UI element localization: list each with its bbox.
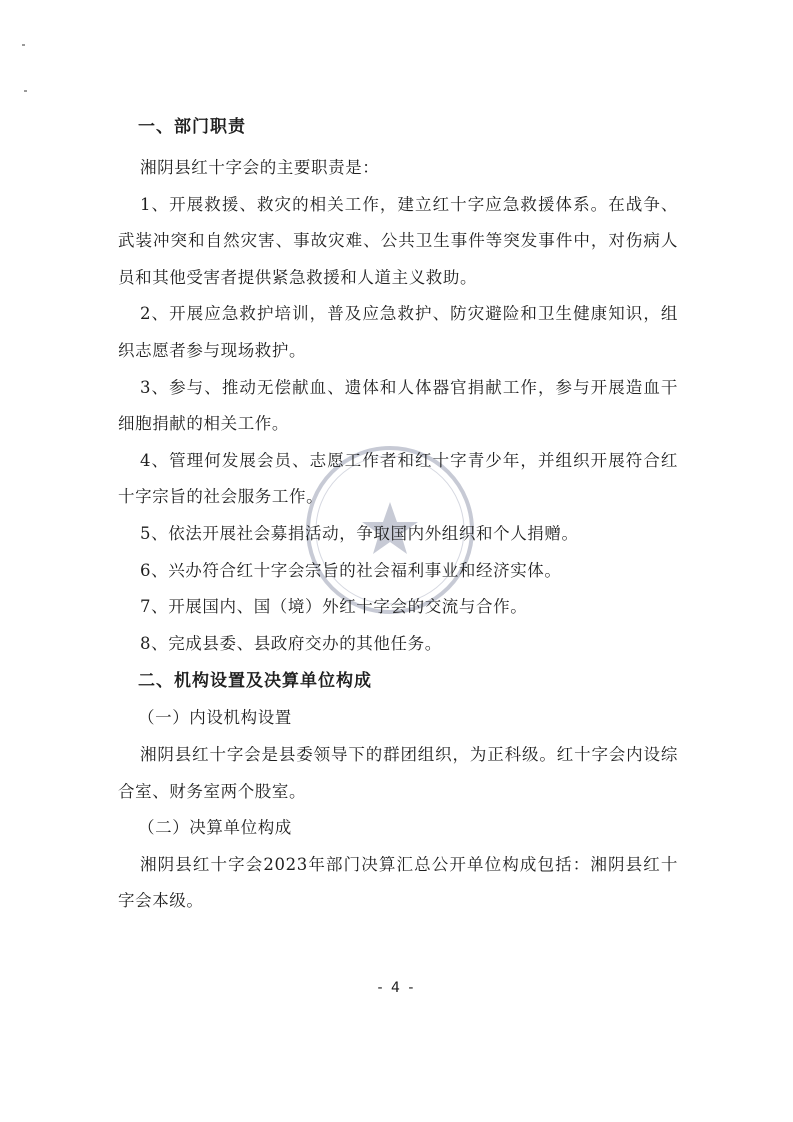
paragraph-intro: 湘阴县红十字会的主要职责是： [140, 158, 380, 177]
duty-item-1: 1、开展救援、救灾的相关工作，建立红十字应急救援体系。在战争、武装冲突和自然灾害、事故灾难、公共卫生事件等突发事件中，对伤病人员和其他受害者提供紧急救援和人道主义救助。 [118, 194, 678, 287]
duty-item-3: 3、参与、推动无偿献血、遗体和人体器官捐献工作，参与开展造血干细胞捐献的相关工作。 [118, 377, 678, 434]
paragraph-internal-structure: 湘阴县红十字会是县委领导下的群团组织，为正科级。红十字会内设综合室、财务室两个股室。 [118, 744, 678, 801]
section-heading-duties: 一、部门职责 [138, 117, 246, 137]
duty-item-2: 2、开展应急救护培训，普及应急救护、防灾避险和卫生健康知识，组织志愿者参与现场救护。 [118, 304, 678, 360]
duty-item-4: 4、管理何发展会员、志愿工作者和红十字青少年，并组织开展符合红十字宗旨的社会服务工作。 [118, 450, 678, 507]
subheading-internal-structure: （一）内设机构设置 [138, 708, 292, 728]
scan-mark [24, 90, 27, 92]
scan-mark [22, 44, 25, 46]
duty-item-6: 6、兴办符合红十字会宗旨的社会福利事业和经济实体。 [140, 560, 562, 580]
subheading-accounting-units: （二）决算单位构成 [138, 818, 292, 838]
duty-item-5: 5、依法开展社会募捐活动，争取国内外组织和个人捐赠。 [140, 523, 579, 543]
section-heading-structure: 二、机构设置及决算单位构成 [138, 671, 372, 692]
duty-item-8: 8、完成县委、县政府交办的其他任务。 [140, 633, 442, 653]
paragraph-accounting-units: 湘阴县红十字会2023年部门决算汇总公开单位构成包括：湘阴县红十字会本级。 [118, 854, 678, 911]
page-number: - 4 - [377, 980, 416, 996]
duty-item-7: 7、开展国内、国（境）外红十字会的交流与合作。 [140, 597, 528, 617]
document-body [118, 104, 678, 920]
